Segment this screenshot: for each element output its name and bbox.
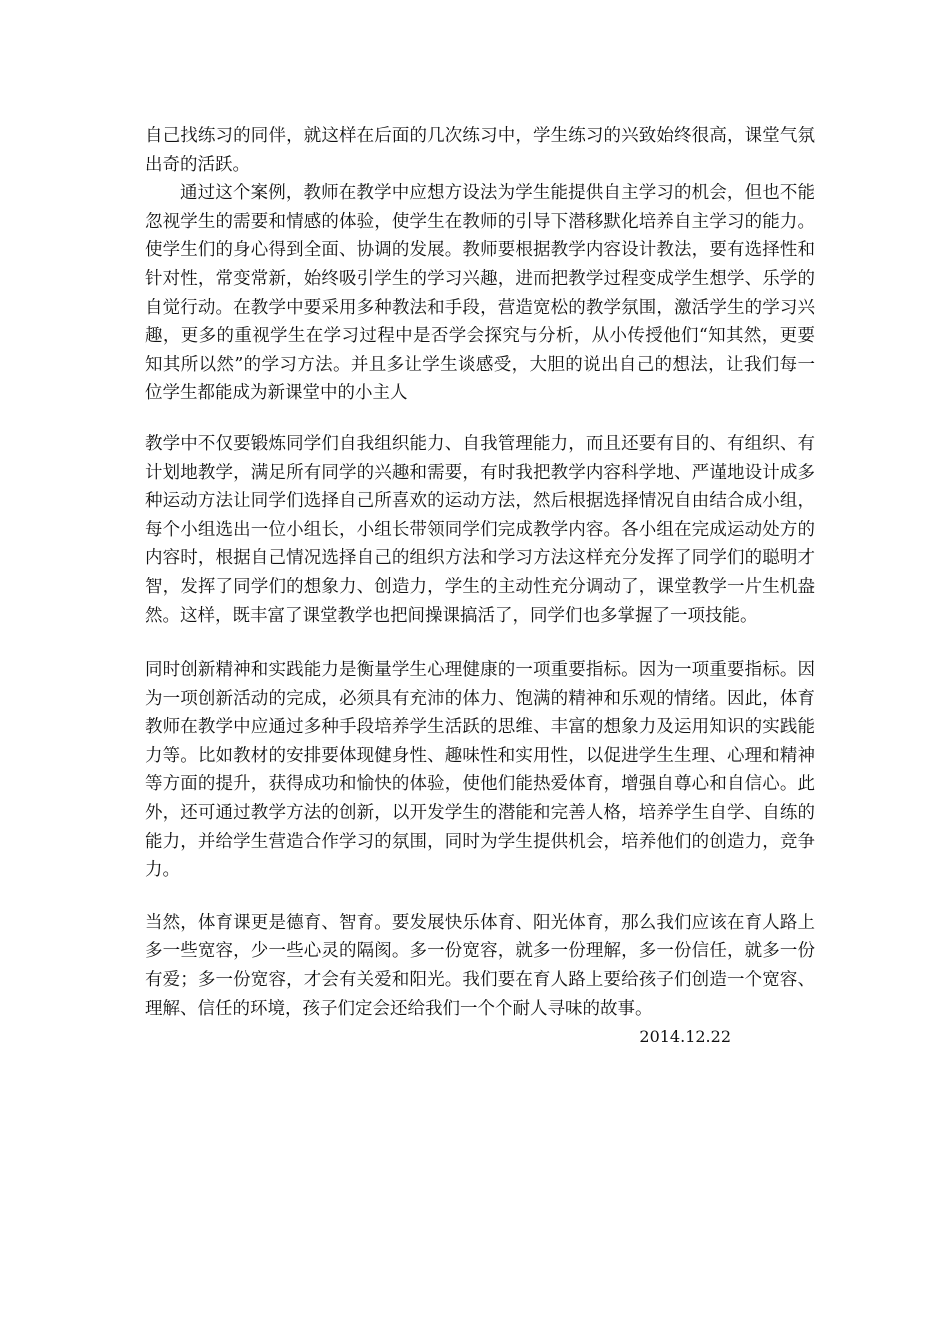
document-date: 2014.12.22 [639, 1027, 731, 1047]
paragraph-continuation: 自己找练习的同伴，就这样在后面的几次练习中，学生练习的兴致始终很高，课堂气氛出奇的活跃。 [145, 126, 815, 175]
paragraph-gap [145, 408, 815, 430]
document-body [145, 122, 815, 1052]
paragraph-gap [145, 885, 815, 909]
paragraph-case-reflection: 通过这个案例，教师在教学中应想方设法为学生能提供自主学习的机会，但也不能忽视学生的需要和情感的体验，使学生在教师的引导下潜移默化培养自主学习的能力。使学生们的身心得到全面、协调的发展。教师要根据教学内容设计教法，要有选择性和针对性，常变常新，始终吸引学生的学习兴趣，进而把教学过程变成学生想学、乐学的自觉行动。在教学中要采用多种教法和手段，营造宽松的教学氛围，激活学生的学习兴趣，更多的重视学生在学习过程中是否学会探究与分析，从小传授他们“知其然，更要知其所以然”的学习方法。并且多让学生谈感受，大胆的说出自己的想法，让我们每一位学生都能成为新课堂中的小主人 [145, 183, 815, 404]
paragraph-gap [145, 630, 815, 656]
paragraph-conclusion: 当然，体育课更是德育、智育。要发展快乐体育、阳光体育，那么我们应该在育人路上多一些宽容，少一些心灵的隔阂。多一份宽容，就多一份理解，多一份信任，就多一份有爱；多一份宽容，才会有关爱和阳光。我们要在育人路上要给孩子们创造一个宽容、理解、信任的环境，孩子们定会还给我们一个个耐人寻味的故事。 [145, 912, 815, 1019]
paragraph-group-organization: 教学中不仅要锻炼同学们自我组织能力、自我管理能力，而且还要有目的、有组织、有计划地教学，满足所有同学的兴趣和需要，有时我把教学内容科学地、严谨地设计成多种运动方法让同学们选择自己所喜欢的运动方法，然后根据选择情况自由结合成小组，每个小组选出一位小组长，小组长带领同学们完成教学内容。各小组在完成运动处方的内容时，根据自己情况选择自己的组织方法和学习方法这样充分发挥了同学们的聪明才智，发挥了同学们的想象力、创造力，学生的主动性充分调动了，课堂教学一片生机盎然。这样，既丰富了课堂教学也把间操课搞活了，同学们也多掌握了一项技能。 [145, 433, 815, 626]
paragraph-innovation: 同时创新精神和实践能力是衡量学生心理健康的一项重要指标。因为一项重要指标。因为一项创新活动的完成，必须具有充沛的体力、饱满的精神和乐观的情绪。因此，体育教师在教学中应通过多种手段培养学生活跃的思维、丰富的想象力及运用知识的实践能力等。比如教材的安排要体现健身性、趣味性和实用性，以促进学生生理、心理和精神等方面的提升，获得成功和愉快的体验，使他们能热爱体育，增强自尊心和自信心。此外，还可通过教学方法的创新，以开发学生的潜能和完善人格，培养学生自学、自练的能力，并给学生营造合作学习的氛围，同时为学生提供机会，培养他们的创造力，竞争力。 [145, 660, 815, 881]
